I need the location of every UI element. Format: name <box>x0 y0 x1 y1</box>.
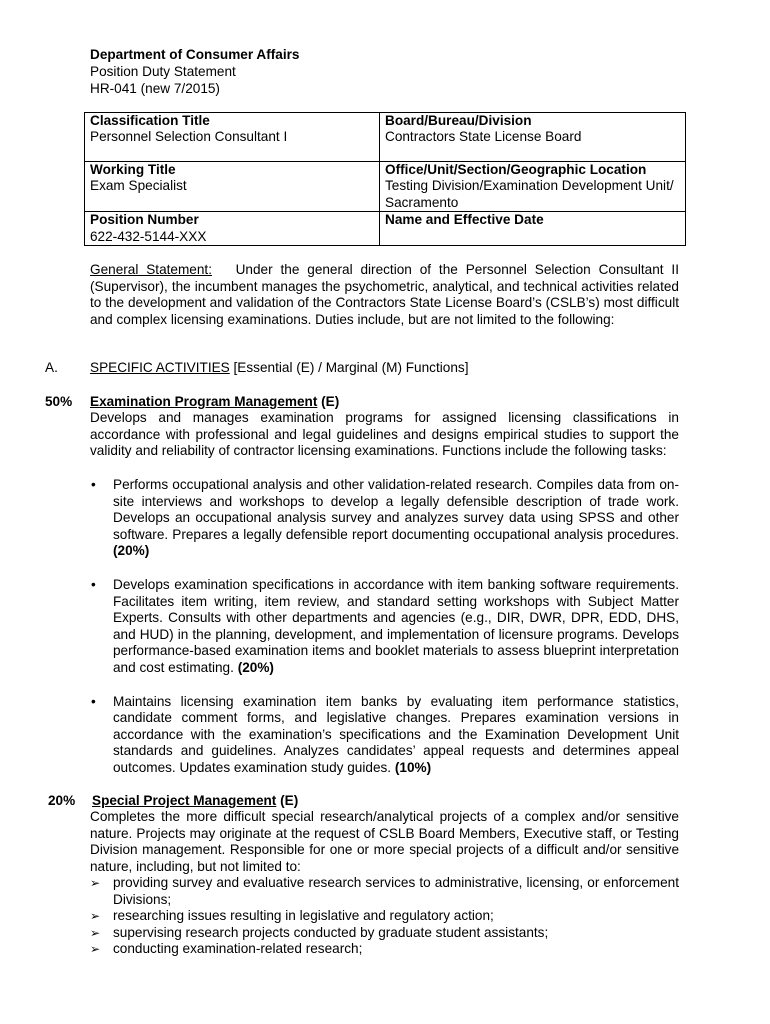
arrow-bullet-icon: ➢ <box>90 925 101 940</box>
position-number-label: Position Number <box>90 212 199 228</box>
section-a-heading <box>0 360 770 378</box>
bullet-icon: • <box>91 477 96 492</box>
arrow-bullet-icon: ➢ <box>90 909 101 924</box>
section-letter: A. <box>45 360 58 375</box>
duty1-code: (E) <box>321 394 340 409</box>
list-item <box>90 908 679 925</box>
position-number-value: 622-432-5144-XXX <box>90 228 207 244</box>
task-text: Performs occupational analysis and other validation-related research. Compiles data from on-site interviews and workshops to develop a legally defensible description of trade work. Develops an occupational analysis survey and analyzes survey data using SPSS and other software. Prepares a legally defensible report documenting occupational analysis procedures. <box>113 477 679 542</box>
office-label: Office/Unit/Section/Geographic Location <box>385 162 647 177</box>
list-item <box>90 577 679 677</box>
duty1-intro: Develops and manages examination programs for assigned licensing classifications in accordance with professional and legal guidelines and designs empirical studies to support the validity and reliability of contractor licensing examinations. Functions include the following tasks: <box>90 410 679 459</box>
duty2-code: (E) <box>280 793 299 808</box>
general-statement-label: General Statement: <box>90 262 212 277</box>
duty2-item-list <box>90 875 679 958</box>
bullet-icon: • <box>91 693 96 709</box>
classification-value: Personnel Selection Consultant I <box>90 129 288 145</box>
duty1-title: Examination Program Management <box>90 394 318 409</box>
duty2-intro: Completes the more difficult special research/analytical projects of a complex and/or sensitive nature. Projects may originate at the request of CSLB Board Members, Executive staff, or Testing Division management. Responsible for one or more special projects of a difficult and/or sensitive nature, including, but not limited to: <box>90 809 679 874</box>
item-text: providing survey and evaluative research services to administrative, licensing, or enforcement Divisions; <box>113 875 679 907</box>
duty2-title: Special Project Management <box>92 793 277 808</box>
board-value: Contractors State License Board <box>385 129 582 145</box>
list-item <box>90 875 679 908</box>
duty1-task-list <box>90 477 679 794</box>
document-title: Position Duty Statement <box>90 64 236 79</box>
list-item <box>90 941 679 958</box>
arrow-bullet-icon: ➢ <box>90 876 101 890</box>
task-text: Maintains licensing examination item banks by evaluating item performance statistics, candidate comment forms, and legislative changes. Prepares examination versions in accordance with the examination’s specifications and the Examination Development Unit standards and guidelines. Analyzes candidates’ appeal requests and determines appeal outcomes. Updates examination study guides. <box>113 693 679 775</box>
list-item <box>90 477 679 560</box>
office-value-line2: Sacramento <box>385 194 459 210</box>
office-cell <box>380 162 686 212</box>
section-subtitle: [Essential (E) / Marginal (M) Functions] <box>233 360 469 375</box>
general-statement <box>90 262 679 328</box>
duty1-heading <box>90 394 339 409</box>
working-title-label: Working Title <box>90 162 176 177</box>
item-text: conducting examination-related research; <box>113 941 363 957</box>
department-name: Department of Consumer Affairs <box>90 47 300 62</box>
duty1-percent: 50% <box>45 394 73 409</box>
bullet-icon: • <box>91 576 96 592</box>
office-value-line1: Testing Division/Examination Development Unit/ <box>385 178 674 194</box>
working-title-value: Exam Specialist <box>90 178 187 194</box>
document-header <box>90 46 299 97</box>
position-info-table <box>84 112 686 246</box>
task-percent: (10%) <box>394 759 432 775</box>
classification-cell <box>85 113 380 162</box>
task-percent: (20%) <box>237 659 274 675</box>
list-item <box>90 925 679 942</box>
item-text: researching issues resulting in legislative and regulatory action; <box>113 908 494 924</box>
board-label: Board/Bureau/Division <box>385 113 532 128</box>
item-text: supervising research projects conducted by graduate student assistants; <box>113 924 549 940</box>
name-date-cell <box>380 212 686 246</box>
classification-label: Classification Title <box>90 113 210 128</box>
form-id: HR-041 (new 7/2015) <box>90 81 220 96</box>
general-statement-text: Under the general direction of the Personnel Selection Consultant II (Supervisor), the incumbent manages the psychometric, analytical, and technical activities related to the development and validation of the Contractors State License Board’s (CSLB’s) most difficult and complex licensing examinations. Duties include, but are not limited to the following: <box>90 262 679 327</box>
list-item <box>90 694 679 777</box>
board-cell <box>380 113 686 162</box>
arrow-bullet-icon: ➢ <box>90 942 101 957</box>
duty2-percent: 20% <box>48 793 76 808</box>
duty2-heading <box>92 793 298 808</box>
task-text: Develops examination specifications in accordance with item banking software requirements. Facilitates item writing, item review, and standard setting workshops with Subject Matter Experts. Consults with other departments and agencies (e.g., DIR, DWR, DPR, EDD, DHS, and HUD) in the planning, development, and implementation of licensure programs. Develops performance-based examination items and booklet materials to assess blueprint interpretation and cost estimating. <box>113 576 679 675</box>
name-date-label: Name and Effective Date <box>385 212 544 228</box>
section-title: SPECIFIC ACTIVITIES <box>90 360 230 375</box>
position-number-cell <box>85 212 380 246</box>
task-percent: (20%) <box>113 543 150 559</box>
working-title-cell <box>85 162 380 212</box>
